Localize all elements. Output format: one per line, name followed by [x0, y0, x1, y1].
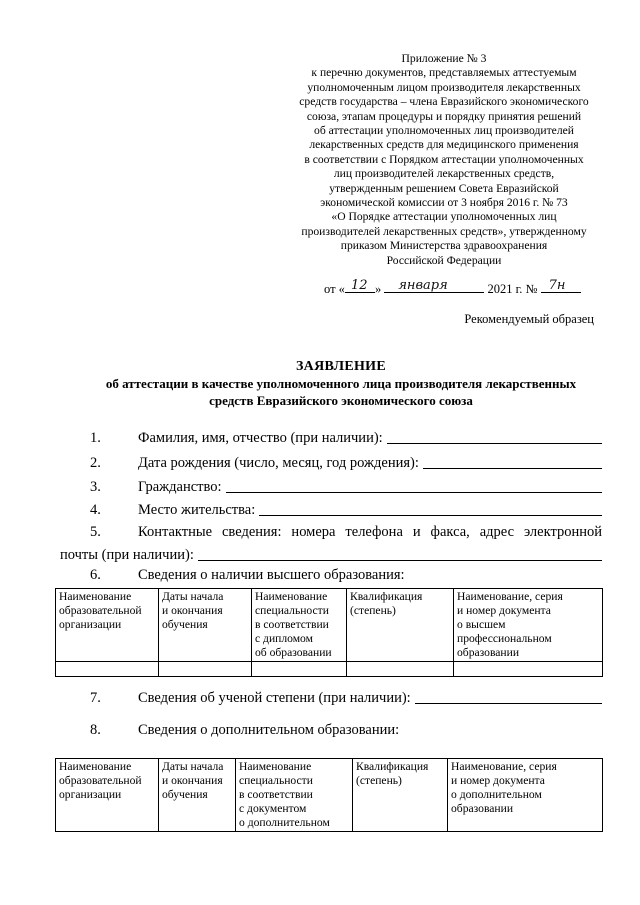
item-number: 1. [90, 430, 101, 446]
table-header-row [56, 759, 603, 832]
table-header-cell: Квалификация (степень) [347, 589, 454, 662]
item-higher-education [60, 567, 602, 584]
annex-line: Российской Федерации [386, 253, 502, 267]
item-label: Гражданство: [138, 479, 222, 495]
table-cell[interactable] [159, 662, 252, 677]
item-number: 6. [90, 567, 101, 583]
table-header-cell: Наименование специальности в соответствии с дипломом об образовании [252, 589, 347, 662]
academic-degree-field[interactable] [415, 702, 602, 704]
item-label: Сведения о наличии высшего образования: [138, 567, 405, 583]
item-label: Дата рождения (число, месяц, год рождения): [138, 455, 419, 471]
table-header-cell: Даты начала и окончания обучения [159, 589, 252, 662]
title-main: ЗАЯВЛЕНИЕ [295, 359, 386, 374]
item-residence [60, 502, 602, 519]
date-month-handwritten: января [398, 278, 448, 293]
annex-line: союза, этапам процедуры и порядку принятия решений [306, 109, 582, 123]
table-row [56, 662, 603, 677]
annex-line: производителей лекарственных средств», утвержденному [301, 224, 587, 238]
higher-education-table [55, 588, 603, 677]
title-line-2: средств Евразийского экономического союза [209, 393, 473, 408]
annex-line: уполномоченным лицом производителя лекарственных [307, 80, 581, 94]
item-label: Сведения об ученой степени (при наличии): [138, 690, 411, 706]
date-mid: » [374, 282, 382, 296]
table-header-cell: Даты начала и окончания обучения [159, 759, 236, 832]
annex-line: в соответствии с Порядком аттестации уполномоченных [304, 152, 584, 166]
annex-line: об аттестации уполномоченных лиц производителей [314, 124, 574, 138]
table-header-cell: Наименование, серия и номер документа о дополнительном образовании [448, 759, 603, 832]
date-year: 2021 г. № [487, 282, 538, 296]
item-contacts [60, 524, 602, 541]
birth-date-field[interactable] [423, 467, 602, 469]
annex-header [270, 52, 618, 268]
item-number: 7. [90, 690, 101, 706]
table-cell[interactable] [347, 662, 454, 677]
title-line-1: об аттестации в качестве уполномоченного лица производителя лекарственных [105, 376, 577, 391]
residence-field[interactable] [259, 514, 602, 516]
table-cell[interactable] [454, 662, 603, 677]
date-month-field [384, 279, 484, 293]
item-label-continued: почты (при наличии): [60, 547, 194, 563]
annex-line: утвержденным решением Совета Евразийской [329, 181, 559, 195]
contacts-field[interactable] [198, 559, 602, 561]
document-title [60, 358, 622, 409]
full-name-field[interactable] [387, 442, 602, 444]
annex-line: экономической комиссии от 3 ноября 2016 г. № 73 [320, 196, 568, 210]
table-header-cell: Наименование специальности в соответствии с документом о дополнительном [236, 759, 353, 832]
item-full-name [60, 430, 602, 447]
item-number: 3. [90, 479, 101, 495]
item-number: 8. [90, 722, 101, 738]
table-cell[interactable] [56, 662, 159, 677]
date-day-field [345, 279, 375, 293]
item-additional-education [60, 722, 602, 739]
recommended-sample: Рекомендуемый образец [464, 312, 594, 326]
item-label: Контактные сведения: номера телефона и факса, адрес электронной [138, 524, 602, 540]
date-day-handwritten: 12 [350, 278, 368, 293]
table-header-cell: Квалификация (степень) [353, 759, 448, 832]
order-date [324, 279, 581, 297]
item-number: 5. [90, 524, 101, 540]
annex-line: Приложение № 3 [401, 52, 487, 65]
annex-line: к перечню документов, представляемых аттестуемым [311, 66, 577, 80]
annex-line: лиц производителей лекарственных средств, [333, 167, 555, 181]
table-header-cell: Наименование образовательной организации [56, 589, 159, 662]
annex-line: лекарственных средств для медицинского применения [309, 138, 579, 152]
item-birth-date [60, 455, 602, 472]
item-citizenship [60, 479, 602, 496]
annex-line: приказом Министерства здравоохранения [340, 239, 548, 253]
date-prefix: от « [324, 282, 345, 296]
item-number: 4. [90, 502, 101, 518]
citizenship-field[interactable] [226, 491, 602, 493]
item-academic-degree [60, 690, 602, 707]
table-header-cell: Наименование образовательной организации [56, 759, 159, 832]
item-label: Фамилия, имя, отчество (при наличии): [138, 430, 383, 446]
table-header-cell: Наименование, серия и номер документа о высшем профессиональном образовании [454, 589, 603, 662]
order-number-field [541, 279, 581, 293]
item-contacts-continued [60, 547, 602, 564]
item-label: Сведения о дополнительном образовании: [138, 722, 400, 738]
order-number-handwritten: 7н [548, 278, 566, 293]
annex-line: «О Порядке аттестации уполномоченных лиц [331, 210, 557, 224]
item-number: 2. [90, 455, 101, 471]
additional-education-table [55, 758, 603, 832]
table-cell[interactable] [252, 662, 347, 677]
item-label: Место жительства: [138, 502, 256, 518]
annex-line: средств государства – члена Евразийского экономического [299, 95, 589, 109]
table-header-row [56, 589, 603, 662]
